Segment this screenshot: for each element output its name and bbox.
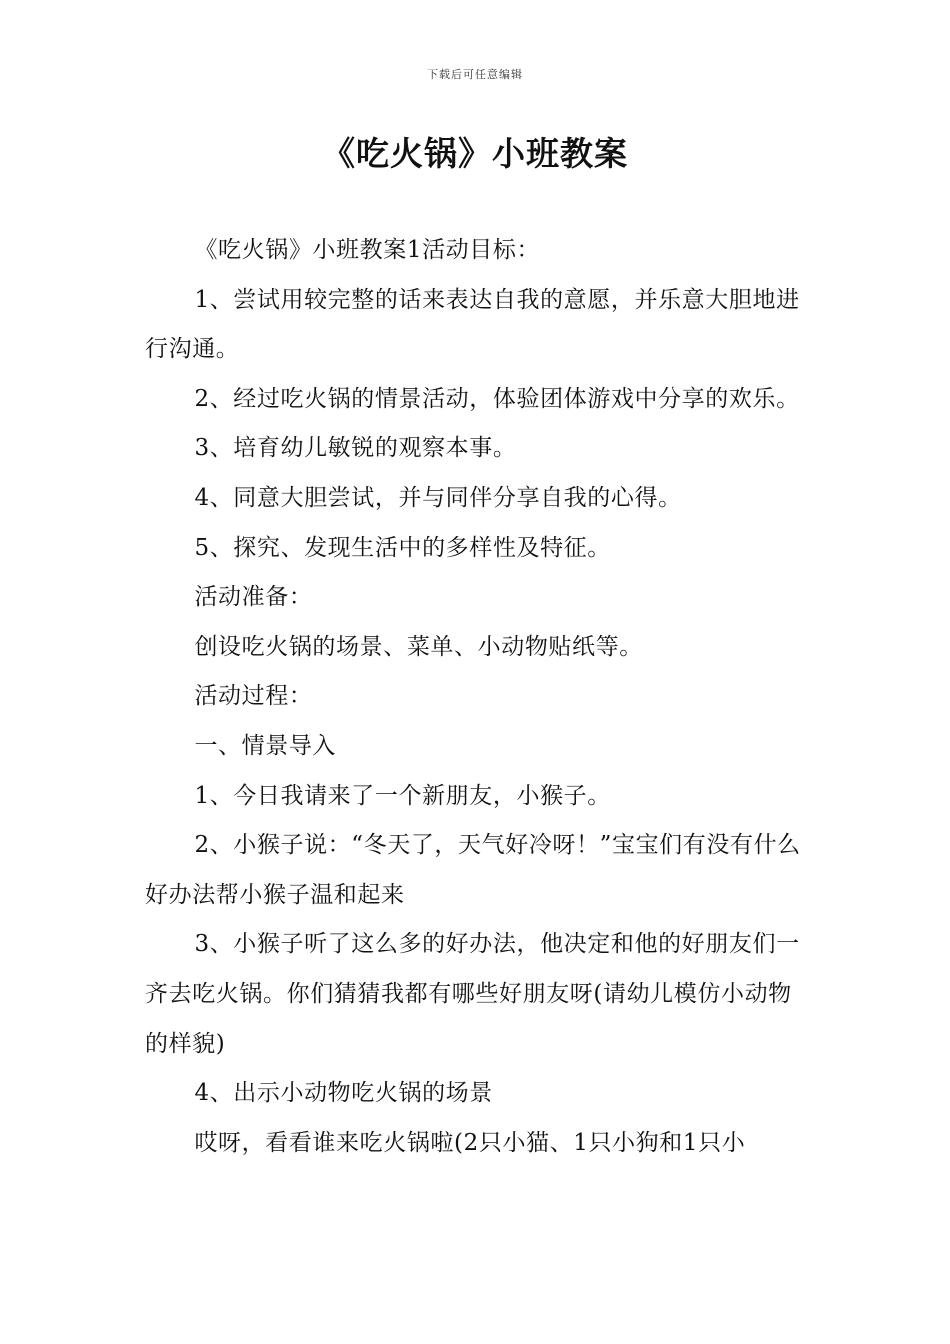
- paragraph-step-4: 4、出示小动物吃火锅的场景: [194, 1080, 493, 1107]
- document-body: [145, 226, 810, 1168]
- section-heading-process: 活动过程：: [194, 683, 313, 710]
- paragraph-goal-5: 5、探究、发现生活中的多样性及特征。: [194, 534, 611, 561]
- paragraph-step-4-detail: 哎呀，看看谁来吃火锅啦(2只小猫、1只小狗和1只小: [194, 1129, 746, 1156]
- section-heading-intro: 一、情景导入: [194, 732, 337, 759]
- header-note: 下载后可任意编辑: [427, 68, 523, 81]
- paragraph-goal-3: 3、培育幼儿敏锐的观察本事。: [194, 435, 517, 462]
- paragraph-intro: 《吃火锅》小班教案1活动目标：: [194, 237, 541, 263]
- section-heading-preparation: 活动准备：: [194, 584, 313, 611]
- paragraph-goal-1: 1、尝试用较完整的话来表达自我的意愿，并乐意大胆地进行沟通。: [145, 286, 800, 363]
- paragraph-goal-2: 2、经过吃火锅的情景活动，体验团体游戏中分享的欢乐。: [194, 385, 800, 412]
- paragraph-preparation: 创设吃火锅的场景、菜单、小动物贴纸等。: [194, 633, 643, 660]
- paragraph-step-3: 3、小猴子听了这么多的好办法，他决定和他的好朋友们一齐去吃火锅。你们猜猜我都有哪些好朋友呀(请幼儿模仿小动物的样貌): [145, 931, 800, 1057]
- paragraph-step-1: 1、今日我请来了一个新朋友，小猴子。: [194, 782, 611, 809]
- document-title: 《吃火锅》小班教案: [322, 134, 628, 173]
- paragraph-goal-4: 4、同意大胆尝试，并与同伴分享自我的心得。: [194, 484, 682, 511]
- paragraph-step-2: 2、小猴子说：“冬天了，天气好冷呀！”宝宝们有没有什么好办法帮小猴子温和起来: [145, 832, 801, 908]
